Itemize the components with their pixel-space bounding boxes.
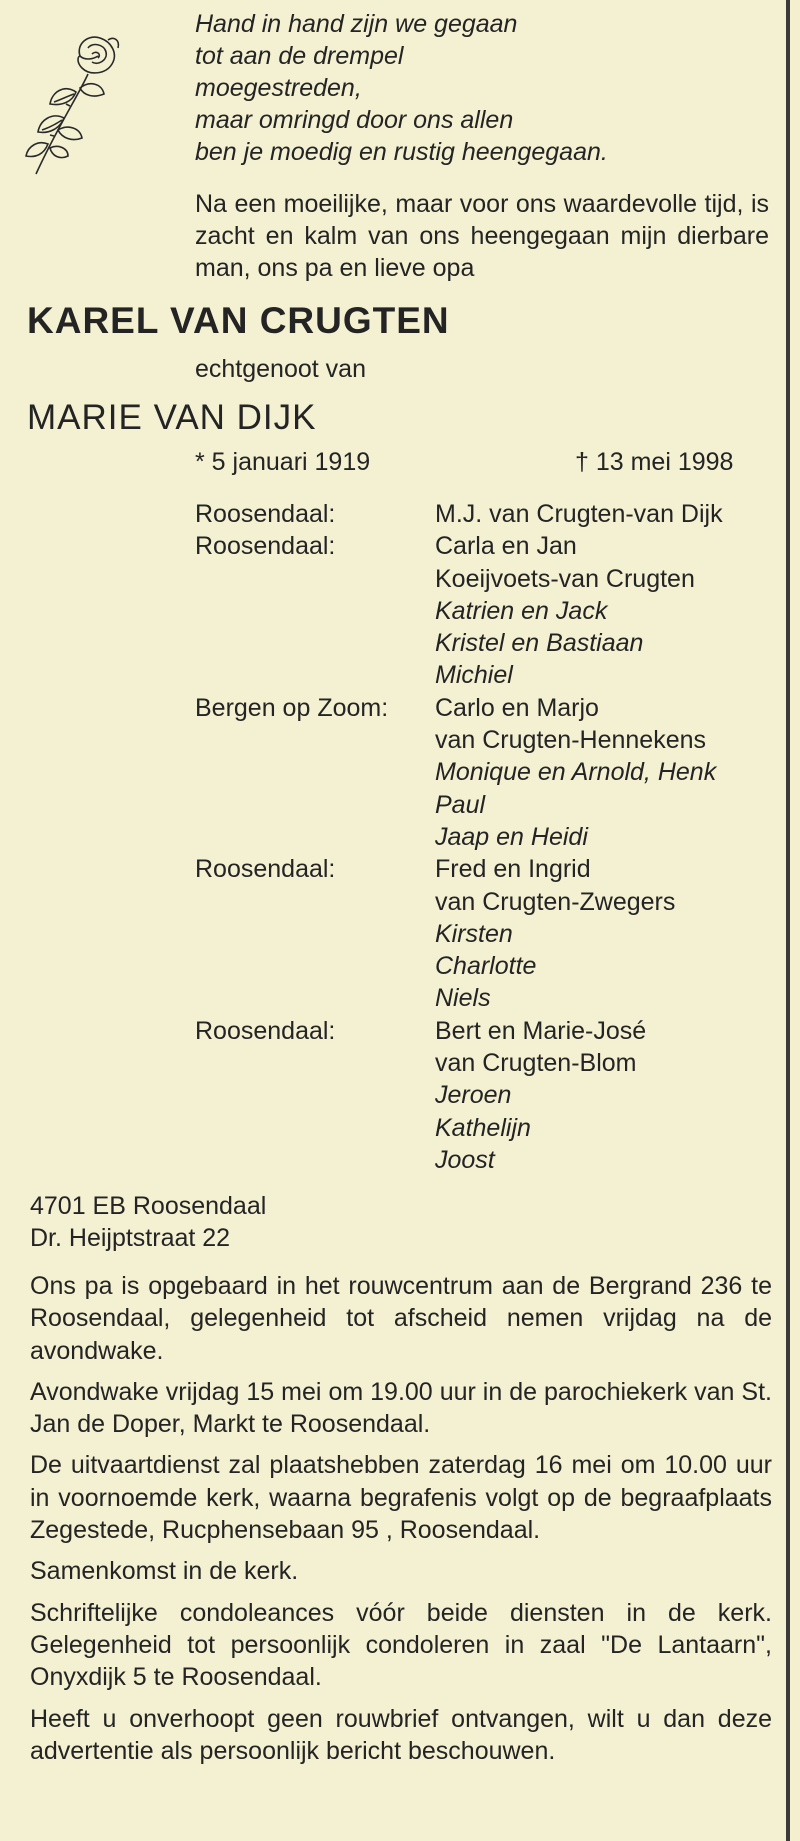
poem-line: tot aan de drempel: [195, 42, 404, 70]
grandchild: Katrien en Jack: [435, 596, 608, 625]
notice-paragraph: Samenkomst in de kerk.: [30, 1557, 299, 1586]
family-member: Bert en Marie-José: [435, 1016, 647, 1045]
grandchild: Monique en Arnold, Henk: [435, 758, 717, 787]
address: [30, 1190, 266, 1254]
family-place: Roosendaal:: [195, 855, 336, 884]
family-place: Bergen op Zoom:: [195, 693, 389, 722]
death-date: † 13 mei 1998: [575, 448, 734, 476]
family-group: [195, 692, 775, 853]
family-group: [195, 498, 775, 530]
grandchild: Michiel: [435, 661, 513, 690]
poem: [195, 8, 765, 168]
family-place: Roosendaal:: [195, 1016, 336, 1045]
notice-paragraph: Schriftelijke condoleances vóór beide diensten in de kerk. Gelegenheid tot persoonlijk condoleren in zaal "De Lantaarn", Onyxdijk 5 te Roosendaal.: [30, 1598, 772, 1692]
grandchild: Kathelijn: [435, 1113, 531, 1142]
grandchild: Niels: [435, 984, 491, 1013]
notice-paragraph: Ons pa is opgebaard in het rouwcentrum aan de Bergrand 236 te Roosendaal, gelegenheid tot afscheid nemen vrijdag na de avondwake.: [30, 1272, 772, 1365]
grandchild: Kirsten: [435, 919, 513, 948]
grandchild: Joost: [435, 1145, 495, 1174]
family-place: Roosendaal:: [195, 500, 336, 528]
rose-icon: [18, 26, 130, 178]
grandchild: Jaap en Heidi: [435, 822, 588, 851]
address-postcode-city: 4701 EB Roosendaal: [30, 1192, 267, 1220]
family-member: M.J. van Crugten-van Dijk: [435, 500, 723, 528]
grandchild: Kristel en Bastiaan: [435, 629, 644, 658]
poem-line: moegestreden,: [195, 74, 362, 102]
family-member: Koeijvoets-van Crugten: [435, 564, 695, 593]
notice-paragraph: Avondwake vrijdag 15 mei om 19.00 uur in de parochiekerk van St. Jan de Doper, Markt te Roosendaal.: [30, 1377, 772, 1439]
grandchild: Paul: [435, 790, 486, 819]
notice-paragraph: Heeft u onverhoopt geen rouwbrief ontvangen, wilt u dan deze advertentie als persoonlijk bericht beschouwen.: [30, 1704, 772, 1765]
notice-paragraph: De uitvaartdienst zal plaatshebben zaterdag 16 mei om 10.00 uur in voornoemde kerk, waarna begrafenis volgt op de begraafplaats Zegestede, Rucphensebaan 95 , Roosendaal.: [30, 1451, 772, 1545]
deceased-name: KAREL VAN CRUGTEN: [27, 300, 450, 341]
poem-line: maar omringd door ons allen: [195, 106, 514, 134]
family-group: [195, 853, 775, 1014]
poem-line: ben je moedig en rustig heengegaan.: [195, 138, 608, 166]
family-member: Fred en Ingrid: [435, 855, 591, 884]
birth-date: * 5 januari 1919: [195, 448, 371, 476]
grandchild: Jeroen: [435, 1081, 512, 1110]
family-member: van Crugten-Hennekens: [435, 726, 706, 755]
poem-line: Hand in hand zijn we gegaan: [195, 10, 518, 38]
spouse-name: MARIE VAN DIJK: [27, 398, 317, 437]
address-street: Dr. Heijptstraat 22: [30, 1224, 231, 1252]
family-member: van Crugten-Zwegers: [435, 887, 676, 916]
family-member: Carla en Jan: [435, 532, 577, 561]
family-member: van Crugten-Blom: [435, 1049, 637, 1078]
grandchild: Charlotte: [435, 952, 537, 981]
family-group: [195, 530, 775, 691]
spouse-label: echtgenoot van: [195, 355, 366, 383]
family-place: Roosendaal:: [195, 532, 336, 561]
intro-text: Na een moeilijke, maar voor ons waardevolle tijd, is zacht en kalm van ons heengegaan mijn dierbare man, ons pa en lieve opa: [195, 190, 769, 282]
family-member: Carlo en Marjo: [435, 693, 599, 722]
family-group: [195, 1015, 775, 1176]
family-list: [195, 498, 775, 1176]
notices: [30, 1270, 772, 1776]
